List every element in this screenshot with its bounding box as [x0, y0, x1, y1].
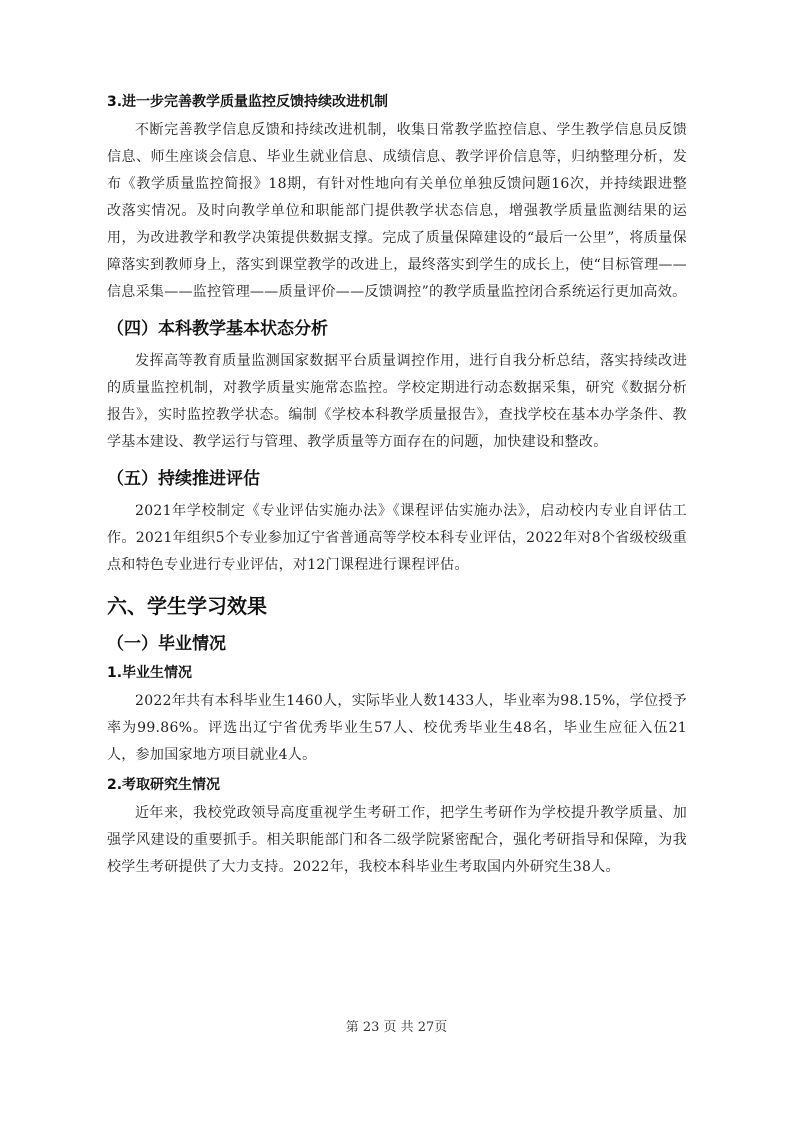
heading-learning-outcomes: 六、学生学习效果 — [107, 594, 267, 618]
heading-postgraduate: 2.考取研究生情况 — [107, 777, 221, 793]
paragraph-postgraduate: 近年来，我校党政领导高度重视学生考研工作，把学生考研作为学校提升教学质量、加强学风建设的重要抓手。相关职能部门和各二级学院紧密配合，强化考研指导和保障，为我校学生考研提供了大力支持。2022年，我校本科毕业生考取国内外研究生38人。 — [107, 805, 687, 875]
paragraph-feedback-mechanism: 不断完善教学信息反馈和持续改进机制，收集日常教学监控信息、学生教学信息员反馈信息、师生座谈会信息、毕业生就业信息、成绩信息、教学评价信息等，归纳整理分析，发布《教学质量监控简报》18期，有针对性地向有关单位单独反馈问题16次，并持续跟进整改落实情况。及时向教学单位和职能部门提供教学状态信息，增强教学质量监测结果的运用，为改进教学和教学决策提供数据支撑。完成了质量保障建设的“最后一公里”，将质量保障落实到教师身上，落实到课堂教学的改进上，最终落实到学生的成长上，使“目标管理——信息采集——监控管理——质量评价——反馈调控”的教学质量监控闭合系统运行更加高效。 — [107, 122, 687, 300]
page-number-footer: 第 23 页 共 27页 — [345, 1020, 448, 1035]
heading-basic-status-analysis: （四）本科教学基本状态分析 — [107, 319, 328, 339]
paragraph-continuous-evaluation: 2021年学校制定《专业评估实施办法》《课程评估实施办法》，启动校内专业自评估工作。2021年组织5个专业参加辽宁省普通高等学校本科专业评估，2022年对8个省级校级重点和特色专业进行专业评估，对12门课程进行课程评估。 — [107, 503, 687, 573]
paragraph-graduates: 2022年共有本科毕业生1460人，实际毕业人数1433人，毕业率为98.15%，学位授予率为99.86%。评选出辽宁省优秀毕业生57人、校优秀毕业生48名，毕业生应征入伍21人，参加国家地方项目就业4人。 — [107, 693, 687, 763]
heading-continuous-evaluation: （五）持续推进评估 — [107, 469, 260, 489]
paragraph-basic-status-analysis: 发挥高等教育质量监测国家数据平台质量调控作用，进行自我分析总结，落实持续改进的质量监控机制，对教学质量实施常态监控。学校定期进行动态数据采集，研究《数据分析报告》，实时监控教学状态。编制《学校本科教学质量报告》，查找学校在基本办学条件、教学基本建设、教学运行与管理、教学质量等方面存在的问题，加快建设和整改。 — [107, 353, 687, 450]
heading-graduates: 1.毕业生情况 — [107, 665, 193, 681]
heading-feedback-mechanism: 3.进一步完善教学质量监控反馈持续改进机制 — [107, 94, 389, 110]
heading-graduation: （一）毕业情况 — [107, 634, 226, 654]
page-content — [107, 92, 687, 887]
